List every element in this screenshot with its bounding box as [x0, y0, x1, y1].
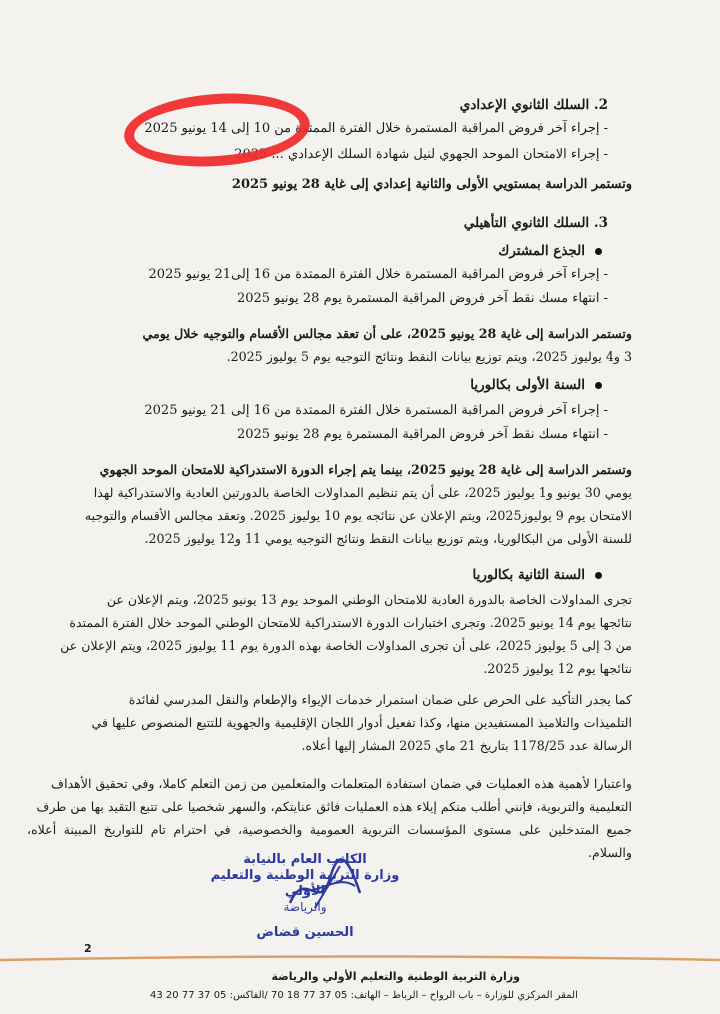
second-bac-paragraph — [27, 588, 632, 680]
first-bac-paragraph — [27, 458, 632, 550]
closing-paragraph-2 — [27, 772, 632, 864]
second-bac-title: السنة الثانية بكالوريا — [472, 567, 585, 583]
tronc-para-line-2: 3 و4 يوليوز 2025، ويتم توزيع بيانات النقط ونتائج التوجيه يوم 5 يوليوز 2025. — [226, 349, 632, 364]
second-bac-para-line-4: نتائجها يوم 12 يوليوز 2025. — [483, 661, 632, 676]
closing2-line-1: واعتبارا لأهمية هذه العمليات في ضمان استفادة المتعلمات والمتعلمين من زمن التعلم كاملا، وفي تحقيق الأهداف — [51, 776, 632, 791]
stamp-line-1: الكاتب العام بالنيابة — [243, 852, 367, 867]
stamp-signatory-name: الحسين قضاض — [256, 925, 354, 940]
first-bac-para-line-1: وتستمر الدراسة إلى غاية 28 يونيو 2025، بينما يتم إجراء الدورة الاستدراكية للامتحان الموحد الجهوي — [99, 462, 632, 477]
second-bac-heading — [472, 566, 602, 584]
footer-ministry-name: وزارة التربية الوطنية والتعليم الأولي والرياضة — [271, 970, 520, 983]
tronc-para-line-1: وتستمر الدراسة إلى غاية 28 يونيو 2025، على أن تعقد مجالس الأقسام والتوجيه خلال يومي — [142, 326, 632, 341]
page-number: 2 — [84, 942, 92, 955]
closing2-line-3: جميع المتدخلين على مستوى المؤسسات التربوية العمومية والخصوصية، في احترام تام للتواريخ المبينة أعلاه، والسلام. — [27, 822, 632, 860]
section2-continue-text: وتستمر الدراسة بمستويي الأولى والثانية إعدادي إلى غاية 28 يونيو 2025 — [231, 177, 632, 192]
stamp-line-3: والرياضة — [283, 900, 327, 914]
handwritten-signature-icon — [285, 858, 365, 918]
first-bac-para-line-4: للسنة الأولى من البكالوريا، ويتم توزيع بيانات النقط ونتائج التوجيه يومي 11 و12 يوليوز 2025. — [144, 531, 632, 546]
first-bac-para-line-2: يومي 30 يونيو و1 يوليوز 2025، على أن يتم تنظيم المداولات الخاصة بالدورتين العادية والاستدراكية لهذا — [93, 485, 632, 500]
closing1-line-2: التلميذات والتلاميذ المستفيدين منها، وكذا تفعيل أدوار اللجان الإقليمية والجهوية للتتبع المنصوص عليها في — [91, 715, 632, 730]
first-bac-item-2: - انتهاء مسك نقط آخر فروض المراقبة المستمرة يوم 28 يونيو 2025 — [237, 426, 608, 444]
footer-address: المقر المركزي للوزارة – باب الرواح – الرباط – الهاتف: 05 37 77 18 70 /الفاكس: 05 37 77 20 43 — [150, 990, 578, 1001]
footer-divider — [0, 955, 720, 965]
bullet-dot-icon — [595, 382, 602, 389]
bullet-dot-icon — [595, 572, 602, 579]
second-bac-para-line-1: تجرى المداولات الخاصة بالدورة العادية للامتحان الوطني الموحد يوم 13 يونيو 2025، ويتم الإعلان عن — [106, 592, 632, 607]
section2-title: 2. السلك الثانوي الإعدادي — [459, 97, 608, 113]
official-stamp — [205, 852, 405, 942]
tronc-item-1: - إجراء آخر فروض المراقبة المستمرة خلال الفترة الممتدة من 16 إلى21 يونيو 2025 — [149, 266, 608, 284]
tronc-commun-heading — [498, 242, 602, 260]
section2-item-2: - إجراء الامتحان الموحد الجهوي لنيل شهادة السلك الإعدادي ... 2025 — [234, 146, 608, 164]
first-bac-title: السنة الأولى بكالوريا — [470, 377, 585, 393]
first-bac-item-1: - إجراء آخر فروض المراقبة المستمرة خلال الفترة الممتدة من 16 إلى 21 يونيو 2025 — [144, 402, 608, 420]
closing-paragraph-1 — [27, 688, 632, 757]
closing2-line-2: التعليمية والتربوية، فإنني أطلب منكم إيلاء هذه العمليات فائق عنايتكم، والسهر شخصيا على تتبع التقيد بها من طرف — [36, 799, 632, 814]
second-bac-para-line-2: نتائجها يوم 14 يونيو 2025. وتجرى اختبارات الدورة الاستدراكية للامتحان الوطني الموحد خلال الفترة الممتدة — [69, 615, 632, 630]
section3-title: 3. السلك الثانوي التأهيلي — [463, 215, 608, 231]
tronc-item-2: - انتهاء مسك نقط آخر فروض المراقبة المستمرة يوم 28 يونيو 2025 — [237, 290, 608, 308]
bullet-dot-icon — [595, 248, 602, 255]
closing1-line-1: كما يجدر التأكيد على الحرص على ضمان استمرار خدمات الإيواء والإطعام والنقل المدرسي لفائدة — [128, 692, 632, 707]
second-bac-para-line-3: من 3 إلى 5 يوليوز 2025، على أن تجرى المداولات الخاصة بهذه الدورة يوم 11 يوليوز 2025، ويتم الإعلان عن — [60, 638, 632, 653]
tronc-paragraph — [27, 322, 632, 368]
closing1-line-3: الرسالة عدد 1178/25 بتاريخ 21 ماي 2025 المشار إليها أعلاه. — [301, 738, 632, 753]
stamp-line-2: وزارة التربية الوطنية والتعليم الأولي — [210, 868, 400, 899]
first-bac-heading — [470, 376, 602, 394]
section2-item-1: - إجراء آخر فروض المراقبة المستمرة خلال الفترة الممتدة من 10 إلى 14 يونيو 2025 — [144, 120, 608, 138]
tronc-commun-title: الجذع المشترك — [498, 243, 585, 259]
first-bac-para-line-3: الامتحان يوم 9 يوليوز2025، ويتم الإعلان عن نتائجه يوم 10 يوليوز 2025. وتعقد مجالس الأقسام والتوجيه — [84, 508, 632, 523]
